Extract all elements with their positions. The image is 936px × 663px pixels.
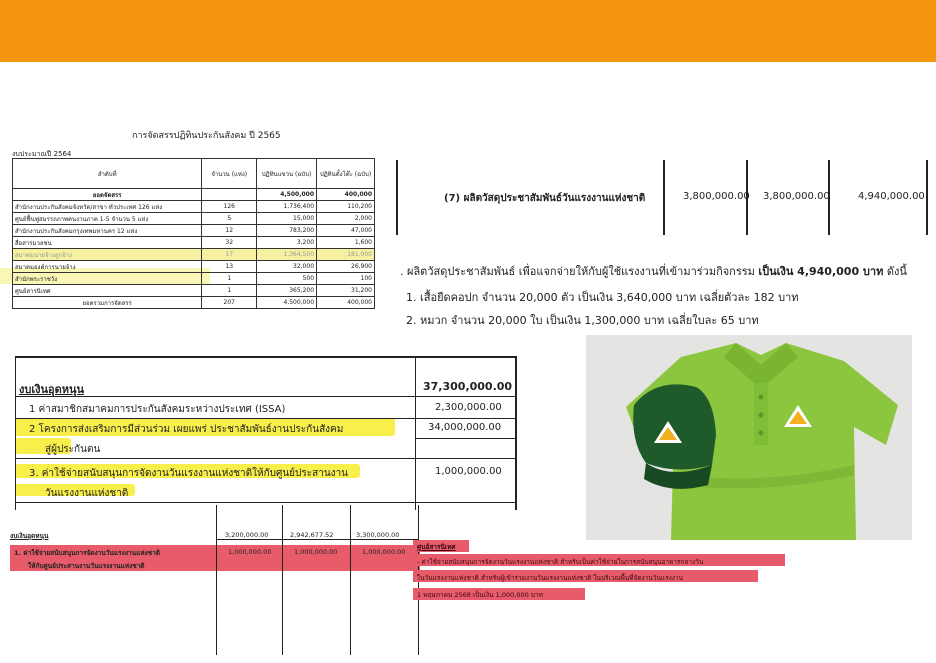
section-heading: งบเงินอุดหนุน (10, 532, 49, 540)
table-row (13, 225, 375, 237)
table-rule (15, 396, 517, 397)
cell: 181,000 (317, 249, 375, 261)
description-part: ดังนี้ (883, 265, 907, 278)
row-label: สื่อสารมวลชน (13, 237, 202, 249)
cell: 126 (202, 201, 257, 213)
table-rule (15, 418, 517, 419)
cell: 26,900 (317, 261, 375, 273)
note-line: - ค่าใช้จ่ายสนับสนุนการจัดงานวันแรงงานแห่งชาติ สำหรับเป็นค่าใช้จ่ายในการสนับสนุนอาหารกลางวัน (417, 558, 704, 566)
cell (202, 189, 257, 201)
table-row (13, 213, 375, 225)
cell: 207 (202, 297, 257, 309)
cell: 110,200 (317, 201, 375, 213)
table-rule (15, 356, 16, 510)
cell: 1,364,500 (257, 249, 317, 261)
list-item: 2. หมวก จำนวน 20,000 ใบ เป็นเงิน 1,300,000 บาท เฉลี่ยใบละ 65 บาท (406, 314, 759, 327)
cell: 31,200 (317, 285, 375, 297)
header-bar (0, 0, 936, 62)
budget-row-7 (396, 160, 936, 235)
column-divider (663, 160, 665, 235)
description-amount: เป็นเงิน 4,940,000 บาท (758, 265, 884, 278)
cell: 15,000 (257, 213, 317, 225)
cell: 1 (202, 273, 257, 285)
amount-cell: 3,300,000.00 (356, 531, 400, 539)
cell: 1,736,400 (257, 201, 317, 213)
shirt-and-cap-photo (586, 335, 912, 540)
calendar-allocation-table (12, 158, 375, 309)
row-label: (7) ผลิตวัสดุประชาสัมพันธ์วันแรงงานแห่งชาติ (444, 193, 646, 204)
amount-cell: 1,000,000.00 (294, 548, 338, 556)
cell: 12 (202, 225, 257, 237)
table-rule (282, 505, 283, 655)
row-label: 3. ค่าใช้จ่ายสนับสนุนการจัดงานวันแรงงานแห่งชาติให้กับศูนย์ประสานงาน (29, 468, 349, 479)
description-text (400, 262, 907, 280)
column-header: ปฏิทินแขวน (ฉบับ) (257, 159, 317, 189)
row-label-continued: สู่ผู้ประกันตน (45, 444, 101, 455)
row-label: 1 ค่าสมาชิกสมาคมการประกันสังคมระหว่างประเทศ (ISSA) (29, 404, 286, 415)
table-row (13, 273, 375, 285)
amount-cell: 34,000,000.00 (428, 422, 502, 433)
cell: 13 (202, 261, 257, 273)
table-footer-row (13, 297, 375, 309)
cell: 100 (317, 273, 375, 285)
amount-cell: 1,000,000.00 (362, 548, 406, 556)
amount-cell: 2,942,677.52 (290, 531, 334, 539)
list-item: 1. เสื้อยืดคอปก จำนวน 20,000 ตัว เป็นเงิน 3,640,000 บาท เฉลี่ยตัวละ 182 บาท (406, 291, 799, 304)
note-line: ในวันแรงงานแห่งชาติ สำหรับผู้เข้าร่วมงานวันแรงงานแห่งชาติ ในบริเวณพื้นที่จัดงานวันแรงงาน (417, 574, 684, 582)
cell: 400,000 (317, 297, 375, 309)
column-divider (396, 160, 398, 235)
table-rule (15, 502, 517, 503)
amount-cell: 37,300,000.00 (423, 380, 513, 393)
row-label: 2 โครงการส่งเสริมการมีส่วนร่วม เผยแพร่ ประชาสัมพันธ์งานประกันสังคม (29, 424, 344, 435)
table-row (13, 285, 375, 297)
amount-cell: 3,200,000.00 (225, 531, 269, 539)
table-rule (415, 356, 416, 510)
cell: 365,200 (257, 285, 317, 297)
table-rule (415, 438, 517, 439)
row-label: ยอดจัดสรร (13, 189, 202, 201)
table-row (13, 261, 375, 273)
description-part: . ผลิตวัสดุประชาสัมพันธ์ เพื่อแจกจ่ายให้กับผู้ใช้แรงงานที่เข้ามาร่วมกิจกรรม (400, 265, 759, 278)
row-label: ยอดรวมการจัดสรร (13, 297, 202, 309)
row-label: สมาคมองค์การนายจ้าง (13, 261, 202, 273)
row-label: สำนักงานประกันสังคมกรุงเทพมหานคร 12 แห่ง (13, 225, 202, 237)
note-box (413, 540, 793, 606)
cell: 500 (257, 273, 317, 285)
subsidy-detail-table (10, 505, 420, 655)
row-label-continued: ให้กับศูนย์ประสานงานวันแรงงานแห่งชาติ (28, 562, 145, 570)
cell: 400,000 (317, 189, 375, 201)
amount-cell: 4,940,000.00 (858, 191, 925, 202)
table-rule (15, 458, 517, 459)
column-header: ปฏิทินตั้งโต๊ะ (ฉบับ) (317, 159, 375, 189)
note-line: 1 พฤษภาคม 2568 เป็นเงิน 1,000,000 บาท (417, 591, 543, 599)
cell: 32,000 (257, 261, 317, 273)
cell: 3,200 (257, 237, 317, 249)
cell: 1 (202, 285, 257, 297)
cell: 5 (202, 213, 257, 225)
amount-cell: 1,000,000.00 (435, 466, 502, 477)
cell: 4,500,000 (257, 297, 317, 309)
cell: 17 (202, 249, 257, 261)
note-title: ศูนย์สารนิเทศ (417, 543, 456, 551)
row-label: สำนักพระราชวัง (13, 273, 202, 285)
table-row (13, 189, 375, 201)
cell: 32 (202, 237, 257, 249)
subsidy-budget-table (15, 356, 517, 510)
row-label: 1. ค่าใช้จ่ายสนับสนุนการจัดงานวันแรงงานแห่งชาติ (14, 549, 161, 557)
column-header: ลำดับที่ (13, 159, 202, 189)
table-row (13, 201, 375, 213)
table-header-row (13, 159, 375, 189)
row-label: สำนักงานประกันสังคมจังหวัด/สาขา ทั่วประเทศ 126 แห่ง (13, 201, 202, 213)
table-rule (515, 356, 517, 510)
row-label: ศูนย์ฟื้นฟูสมรรถภาพคนงานภาค 1-5 จำนวน 5 แห่ง (13, 213, 202, 225)
table-rule (350, 505, 351, 655)
row-label: สมาคมนายจ้างลูกจ้าง (13, 249, 202, 261)
table-row-highlighted (13, 249, 375, 261)
amount-cell: 3,800,000.00 (683, 191, 750, 202)
cell: 1,600 (317, 237, 375, 249)
section-heading: งบเงินอุดหนุน (19, 383, 85, 396)
row-label-continued: วันแรงงานแห่งชาติ (45, 488, 129, 499)
table-rule (216, 539, 418, 540)
column-divider (926, 160, 928, 235)
amount-cell: 3,800,000.00 (763, 191, 830, 202)
table-rule (216, 505, 217, 655)
budget-year-label: งบประมาณปี 2564 (12, 150, 72, 158)
cell: 4,500,000 (257, 189, 317, 201)
cell: 2,000 (317, 213, 375, 225)
amount-cell: 1,000,000.00 (228, 548, 272, 556)
shirt-and-cap-image (586, 335, 912, 540)
cell: 783,200 (257, 225, 317, 237)
calendar-allocation-title: การจัดสรรปฏิทินประกันสังคม ปี 2565 (132, 131, 281, 141)
cell: 47,000 (317, 225, 375, 237)
column-header: จำนวน (แห่ง) (202, 159, 257, 189)
row-label: ศูนย์สารนิเทศ (13, 285, 202, 297)
table-rule (15, 356, 517, 358)
table-row (13, 237, 375, 249)
amount-cell: 2,300,000.00 (435, 402, 502, 413)
